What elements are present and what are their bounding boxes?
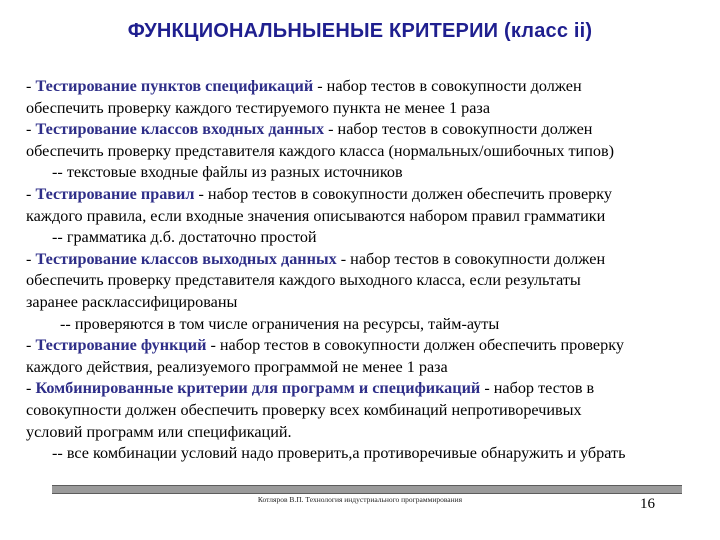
bullet-dash: -	[26, 120, 36, 139]
criterion-note: -- проверяются в том числе ограничения на ресурсы, тайм-ауты	[60, 314, 500, 333]
criterion-text-line: обеспечить проверку представителя каждого выходного класса, если результаты	[26, 271, 581, 290]
bullet-dash: -	[26, 184, 36, 203]
bullet-dash: -	[26, 336, 36, 355]
page-number: 16	[640, 496, 655, 512]
criterion-text-line: условий программ или спецификаций.	[26, 422, 292, 441]
criteria-list	[26, 76, 706, 465]
criterion-term: Тестирование классов входных данных	[35, 120, 325, 139]
criterion-first-line	[26, 76, 706, 98]
criterion-text-line: обеспечить проверку представителя каждого класса (нормальных/ошибочных типов)	[26, 141, 614, 160]
criterion-term: Тестирование правил	[35, 184, 195, 203]
criterion-text-line: совокупности должен обеспечить проверку всех комбинаций непротиворечивых	[26, 400, 582, 419]
criterion-first-line	[26, 119, 706, 141]
criterion-note: -- грамматика д.б. достаточно простой	[52, 228, 317, 247]
criterion-item	[26, 378, 706, 464]
criterion-note: -- текстовые входные файлы из разных источников	[52, 163, 403, 182]
criterion-text-line: каждого действия, реализуемого программой не менее 1 раза	[26, 357, 448, 376]
criterion-text-line: заранее расклассифицированы	[26, 292, 238, 311]
criterion-text: - набор тестов в совокупности должен	[313, 77, 582, 95]
footer-author: Котляров В.П. Технология индустриального программирования	[257, 495, 463, 504]
criterion-item	[26, 76, 706, 119]
slide-title: ФУНКЦИОНАЛЬНЫЕНЫЕ КРИТЕРИИ (класс ii)	[127, 20, 593, 42]
criterion-first-line	[26, 335, 706, 357]
criterion-term: Комбинированные критерии для программ и спецификаций	[35, 379, 481, 398]
criterion-term: Тестирование пунктов спецификаций	[35, 77, 314, 95]
criterion-first-line	[26, 184, 706, 206]
criterion-first-line	[26, 249, 706, 271]
criterion-text-line: обеспечить проверку каждого тестируемого пункта не менее 1 раза	[26, 98, 491, 117]
bullet-dash: -	[26, 249, 36, 268]
footer-divider	[52, 485, 682, 494]
criterion-item	[26, 335, 706, 378]
bullet-dash: -	[26, 379, 36, 398]
criterion-text: - набор тестов в совокупности должен	[336, 249, 606, 268]
criterion-note: -- все комбинации условий надо проверить,а противоречивые обнаружить и убрать	[52, 444, 626, 463]
criterion-text: - набор тестов в совокупности должен обеспечить проверку	[194, 184, 612, 203]
criterion-text: - набор тестов в	[480, 379, 595, 398]
criterion-text-line: каждого правила, если входные значения описываются набором правил грамматики	[26, 206, 606, 225]
criterion-term: Тестирование классов выходных данных	[35, 249, 337, 268]
criterion-first-line	[26, 378, 706, 400]
criterion-item	[26, 119, 706, 184]
criterion-text: - набор тестов в совокупности должен обеспечить проверку	[206, 336, 624, 355]
bullet-dash: -	[26, 77, 36, 95]
criterion-term: Тестирование функций	[35, 336, 207, 355]
criterion-text: - набор тестов в совокупности должен	[324, 120, 593, 139]
criterion-item	[26, 249, 706, 335]
criterion-item	[26, 184, 706, 249]
